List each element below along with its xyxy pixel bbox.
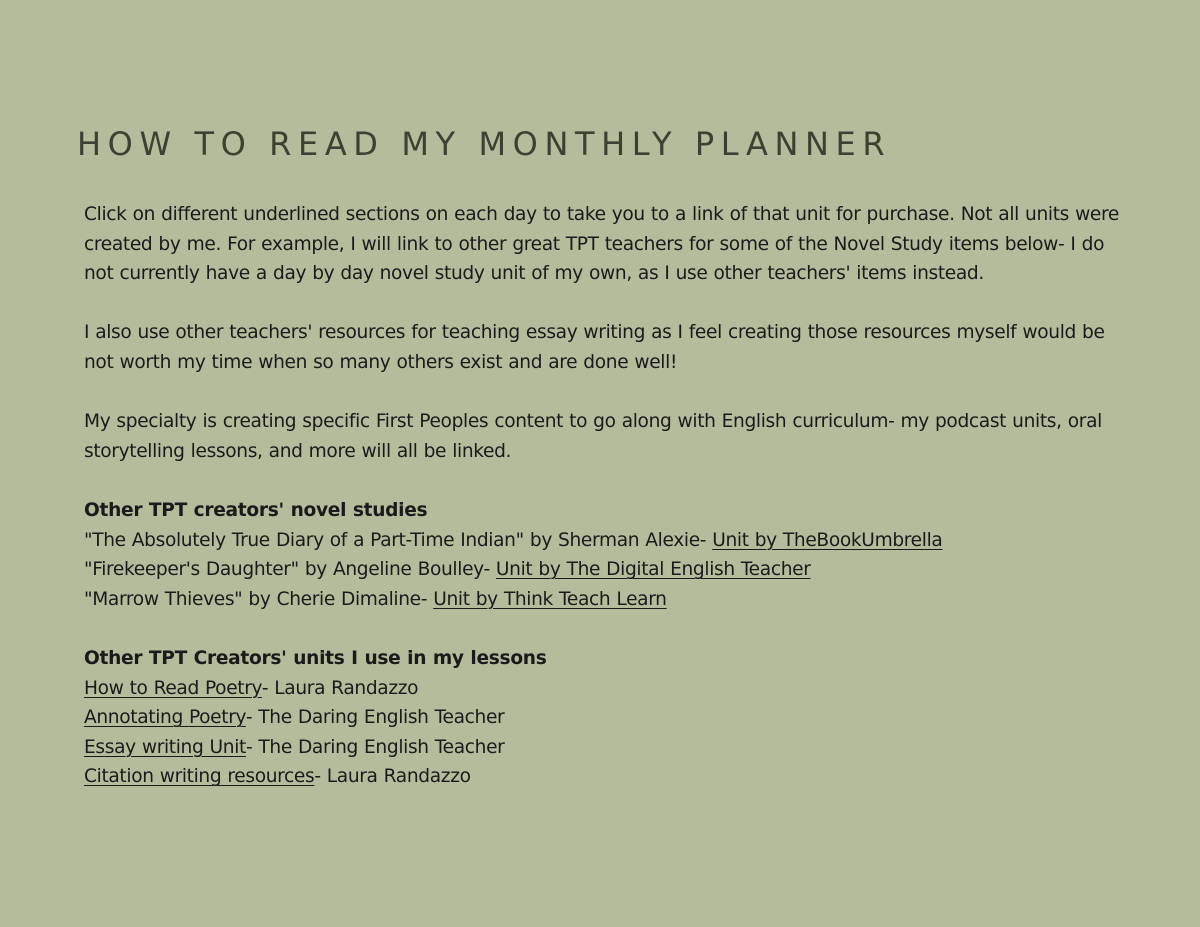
units-section xyxy=(84,644,1124,792)
novel-item-text: "The Absolutely True Diary of a Part-Time Indian" by Sherman Alexie- xyxy=(84,529,713,551)
unit-item-annotating-poetry xyxy=(84,703,1124,733)
novel-item-text: "Marrow Thieves" by Cherie Dimaline- xyxy=(84,588,434,610)
link-unit-bookumbrella[interactable]: Unit by TheBookUmbrella xyxy=(712,529,943,551)
novel-item-absolutely-true-diary xyxy=(84,526,1124,556)
link-annotating-poetry[interactable]: Annotating Poetry xyxy=(84,707,246,729)
unit-item-author: - Laura Randazzo xyxy=(314,766,471,788)
novel-studies-heading: Other TPT creators' novel studies xyxy=(84,499,428,521)
intro-paragraph-1: Click on different underlined sections on each day to take you to a link of that unit for purchase. Not all units were created by me. For example, I will link to other great TPT teachers for some of the Novel Study items below- I do not currently have a day by day novel study unit of my own, as I use other teachers' items instead. xyxy=(84,204,1119,285)
novel-item-firekeepers-daughter xyxy=(84,555,1124,585)
units-heading: Other TPT Creators' units I use in my lessons xyxy=(84,647,547,669)
intro-paragraph-2: I also use other teachers' resources for teaching essay writing as I feel creating those resources myself would be not worth my time when so many others exist and are done well! xyxy=(84,322,1105,373)
content-body xyxy=(84,200,1124,821)
link-unit-digital-english-teacher[interactable]: Unit by The Digital English Teacher xyxy=(495,559,811,581)
link-citation-writing-resources[interactable]: Citation writing resources xyxy=(84,766,315,788)
unit-item-essay-writing xyxy=(84,733,1124,763)
link-essay-writing-unit[interactable]: Essay writing Unit xyxy=(84,736,246,758)
novel-studies-section xyxy=(84,496,1124,614)
unit-item-author: - The Daring English Teacher xyxy=(245,736,505,758)
unit-item-author: - Laura Randazzo xyxy=(261,677,419,699)
novel-item-text: "Firekeeper's Daughter" by Angeline Boulley- xyxy=(84,559,496,581)
unit-item-citation-writing xyxy=(84,762,1124,792)
link-how-to-read-poetry[interactable]: How to Read Poetry xyxy=(84,677,262,699)
page-title: HOW TO READ MY MONTHLY PLANNER xyxy=(77,125,892,163)
unit-item-how-to-read-poetry xyxy=(84,674,1124,704)
novel-item-marrow-thieves xyxy=(84,585,1124,615)
link-unit-think-teach-learn[interactable]: Unit by Think Teach Learn xyxy=(433,588,667,610)
unit-item-author: - The Daring English Teacher xyxy=(245,707,505,729)
intro-paragraph-3: My specialty is creating specific First Peoples content to go along with English curriculum- my podcast units, oral storytelling lessons, and more will all be linked. xyxy=(84,411,1102,462)
